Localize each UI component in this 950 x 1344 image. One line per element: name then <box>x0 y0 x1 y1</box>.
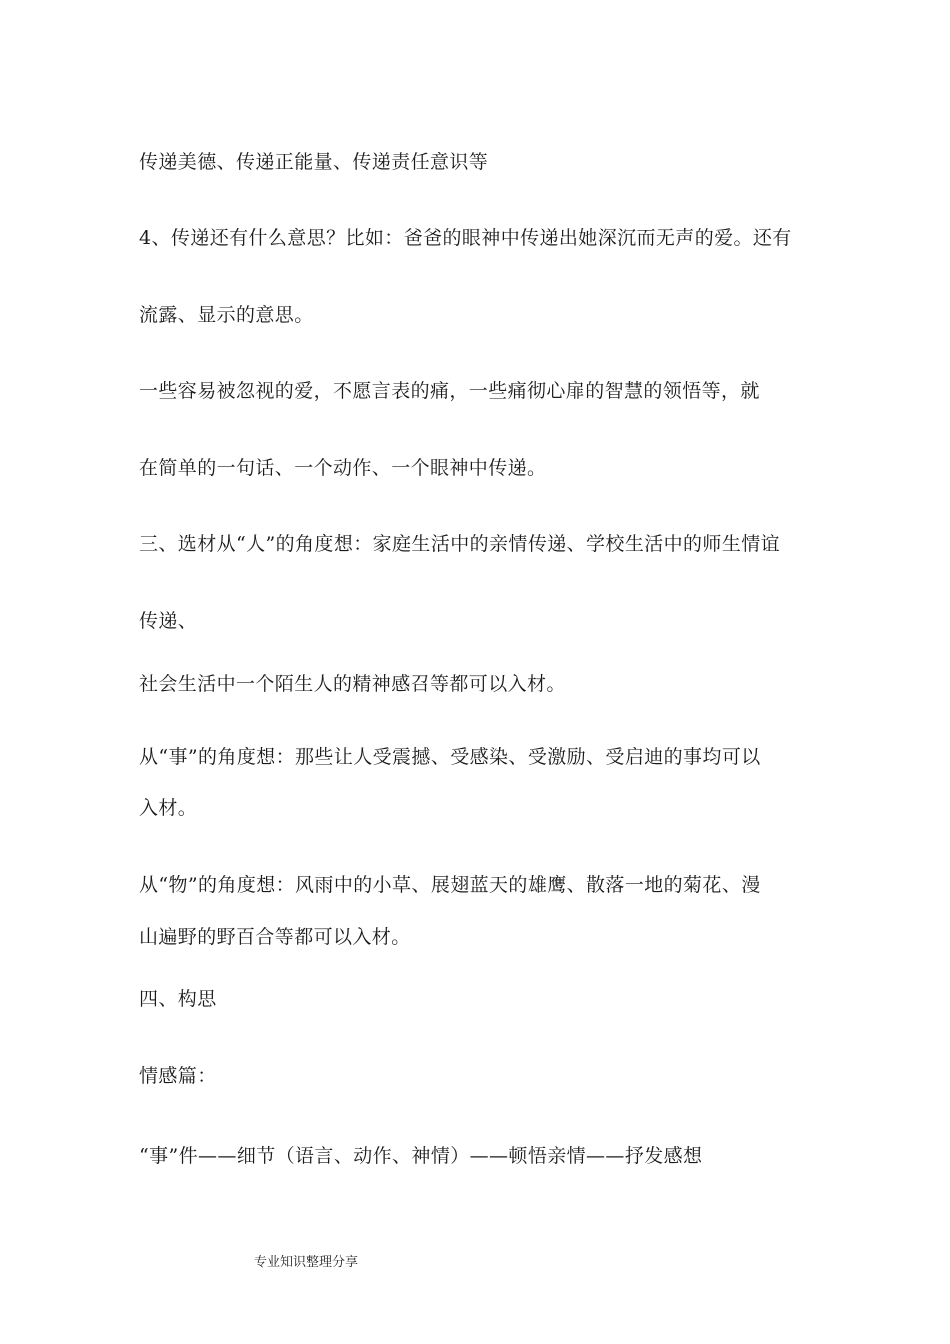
text-line-1: 传递美德、传递正能量、传递责任意识等 <box>139 151 489 173</box>
text-line-3: 流露、显示的意思。 <box>139 304 314 326</box>
subheading: 情感篇： <box>139 1065 217 1087</box>
page-footer: 专业知识整理分享 <box>254 1255 359 1270</box>
text-line-12: 山遍野的野百合等都可以入材。 <box>139 926 411 948</box>
text-line-4: 一些容易被忽视的爱，不愿言表的痛，一些痛彻心扉的智慧的领悟等，就 <box>139 380 760 402</box>
text-line-7: 传递、 <box>139 610 198 632</box>
text-line-6: 三、选材从“人”的角度想：家庭生活中的亲情传递、学校生活中的师生情谊 <box>139 533 781 555</box>
text-line-9: 从“事”的角度想：那些让人受震撼、受感染、受激励、受启迪的事均可以 <box>139 746 761 768</box>
text-line-10: 入材。 <box>139 797 198 819</box>
text-line-11: 从“物”的角度想：风雨中的小草、展翅蓝天的雄鹰、散落一地的菊花、漫 <box>139 874 761 896</box>
text-line-5: 在简单的一句话、一个动作、一个眼神中传递。 <box>139 457 547 479</box>
text-line-15: “事”件——细节（语言、动作、神情）——顿悟亲情——抒发感想 <box>139 1145 703 1167</box>
text-line-8: 社会生活中一个陌生人的精神感召等都可以入材。 <box>139 673 566 695</box>
section-heading: 四、构思 <box>139 988 217 1010</box>
text-line-2: 4、传递还有什么意思？比如：爸爸的眼神中传递出她深沉而无声的爱。还有 <box>139 227 792 249</box>
